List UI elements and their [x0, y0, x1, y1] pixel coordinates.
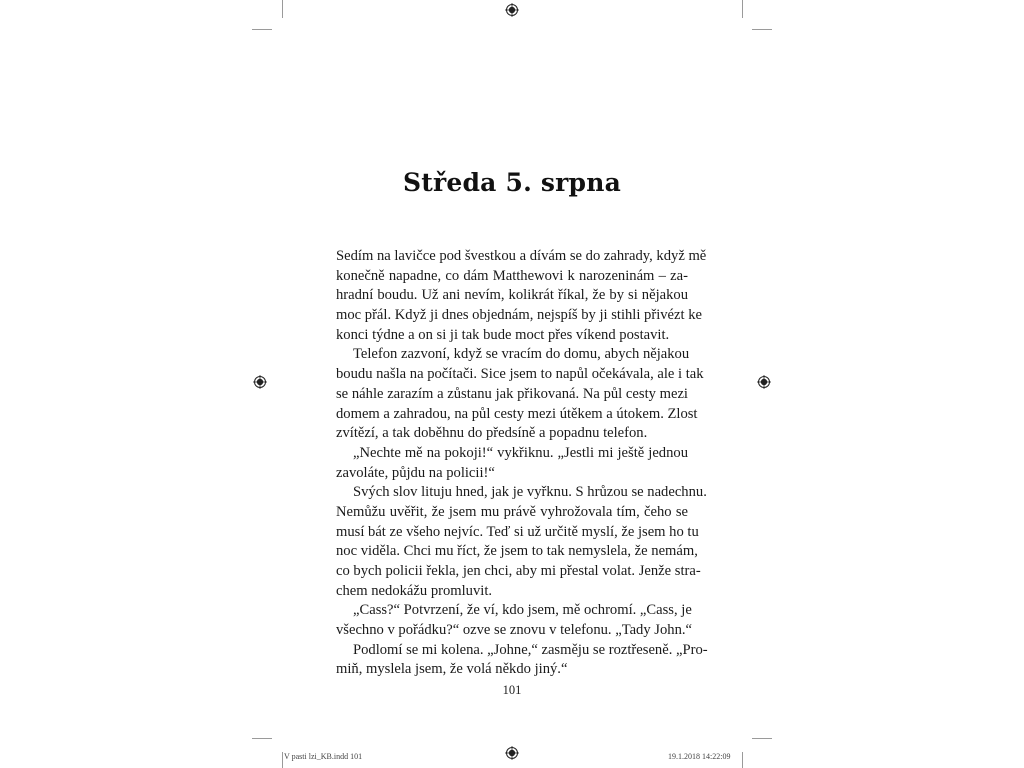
- text-line: boudu našla na počítači. Sice jsem to napůl očekávala, ale i tak: [336, 366, 704, 383]
- text-line: noc viděla. Chci mu říct, že jsem to tak nemyslela, že nemám,: [336, 543, 698, 560]
- slug-datetime: 19.1.2018 14:22:09: [668, 752, 731, 761]
- text-line: Nemůžu uvěřit, že jsem mu právě vyhrožovala tím, čeho se: [336, 503, 688, 520]
- slug-filename: V pasti lzi_KB.indd 101: [284, 752, 363, 761]
- crop-mark-bottom-left: [282, 752, 283, 768]
- text-line: všechno v pořádku?“ ozve se znovu v telefonu. „Tady John.“: [336, 622, 693, 639]
- text-line: zvítězí, a tak doběhnu do předsíně a popadnu telefon.: [336, 425, 648, 442]
- crop-mark-top-right: [742, 0, 743, 18]
- text-line: hradní boudu. Už ani nevím, kolikrát říkal, že by si nějakou: [336, 287, 688, 304]
- chapter-title: Středa 5. srpna: [403, 168, 621, 197]
- paragraph: [336, 247, 707, 345]
- text-line: Podlomí se mi kolena. „Johne,“ zasměju se roztřeseně. „Pro-: [353, 641, 708, 658]
- text-line: konečně napadne, co dám Matthewovi k narozeninám – za-: [336, 267, 688, 284]
- registration-mark-icon: [505, 3, 519, 17]
- page-number: 101: [502, 683, 522, 697]
- text-line: „Cass?“ Potvrzení, že ví, kdo jsem, mě ochromí. „Cass, je: [353, 602, 692, 619]
- crop-mark-right-bottom: [752, 738, 772, 739]
- paragraph: [336, 345, 704, 443]
- crop-mark-top-left: [282, 0, 283, 18]
- text-line: se náhle zarazím a zůstanu jak přikovaná. Na půl cesty mezi: [336, 385, 688, 402]
- text-line: co bych policii řekla, jen chci, aby mi přestal volat. Jenže stra-: [336, 563, 701, 579]
- text-line: Svých slov lituju hned, jak je vyřknu. S hrůzou se nadechnu.: [353, 484, 707, 501]
- body-text: [336, 247, 708, 680]
- registration-mark-icon: [757, 375, 771, 389]
- text-line: Sedím na lavičce pod švestkou a dívám se do zahrady, když mě: [336, 248, 707, 264]
- text-line: miň, myslela jsem, že volá někdo jiný.“: [336, 661, 568, 678]
- text-line: domem a zahradou, na půl cesty mezi útěkem a útokem. Zlost: [336, 405, 698, 422]
- text-line: chem nedokážu promluvit.: [336, 582, 493, 599]
- crop-mark-bottom-right: [742, 752, 743, 768]
- text-line: musí bát ze všeho nejvíc. Teď si už určitě myslí, že jsem ho tu: [336, 523, 699, 540]
- paragraph: [336, 641, 708, 680]
- text-line: zavoláte, půjdu na policii!“: [336, 464, 495, 481]
- paragraph: [336, 483, 707, 601]
- paragraph: [336, 444, 688, 483]
- registration-mark-icon: [505, 746, 519, 760]
- text-line: moc přál. Když ji dnes objednám, nejspíš by ji stihli přivézt ke: [336, 307, 702, 324]
- paragraph: [336, 601, 693, 640]
- text-line: „Nechte mě na pokoji!“ vykřiknu. „Jestli mi ještě jednou: [353, 444, 688, 461]
- crop-mark-right-top: [752, 29, 772, 30]
- text-line: Telefon zazvoní, když se vracím do domu, abych nějakou: [353, 346, 690, 363]
- crop-mark-left-bottom: [252, 738, 272, 739]
- text-line: konci týdne a on si ji tak bude moct přes víkend postavit.: [336, 326, 670, 343]
- crop-mark-left-top: [252, 29, 272, 30]
- registration-mark-icon: [253, 375, 267, 389]
